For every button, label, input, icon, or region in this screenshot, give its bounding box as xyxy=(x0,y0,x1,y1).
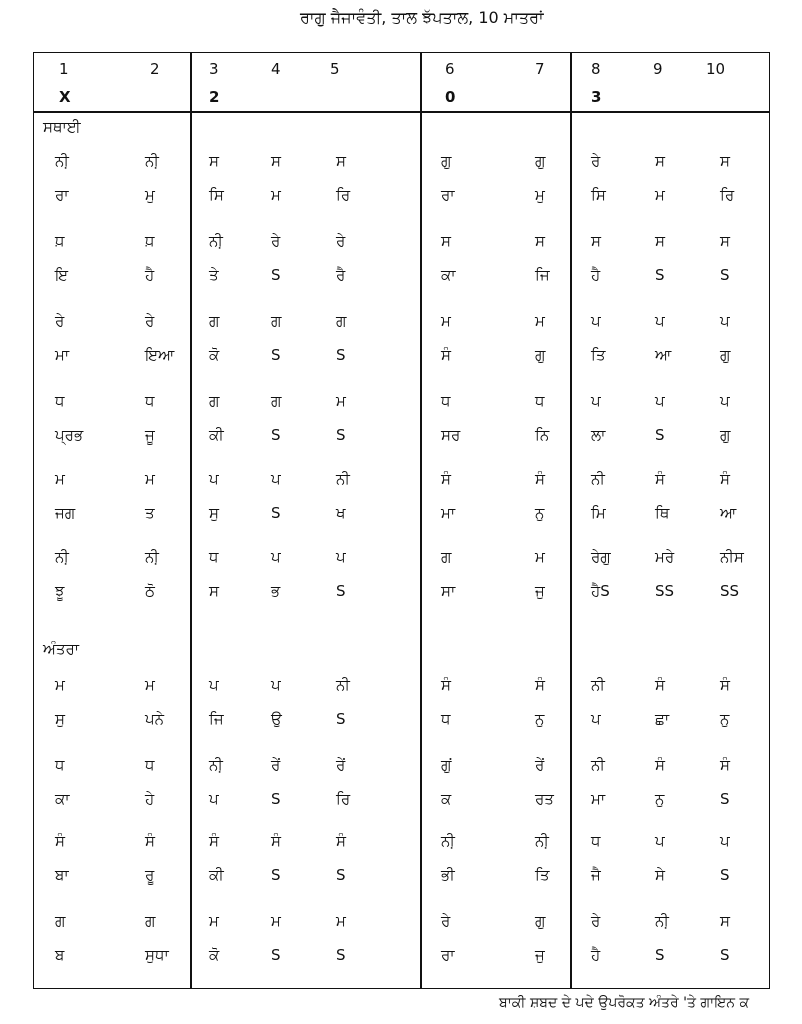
note-cell: ਕਾ xyxy=(441,266,456,284)
note-cell: ਪ xyxy=(209,676,219,694)
note-cell: ਮ xyxy=(535,548,545,566)
note-cell: ਕੀ xyxy=(209,426,224,444)
note-cell: S xyxy=(271,426,281,444)
beat-number: 1 xyxy=(59,60,69,78)
note-cell: S xyxy=(271,866,281,884)
note-cell: ਸ xyxy=(441,232,451,250)
note-cell: ਮ xyxy=(441,312,451,330)
note-cell: ਸੰ xyxy=(655,470,665,488)
note-cell: ਪ xyxy=(271,676,281,694)
note-cell: ਧ਼ xyxy=(55,232,65,250)
note-cell: S xyxy=(720,946,730,964)
note-cell: ਨੁ xyxy=(655,790,665,808)
note-cell: S xyxy=(720,790,730,808)
divider-after-0 xyxy=(570,52,572,989)
note-cell: ਮ xyxy=(55,470,65,488)
note-cell: ਸੰ xyxy=(655,676,665,694)
note-cell: ਪ xyxy=(591,312,601,330)
note-cell: ਰੇਗੁ xyxy=(591,548,611,566)
note-cell: ਸੁ xyxy=(209,504,219,522)
note-cell: ਸੇ xyxy=(655,866,665,884)
note-cell: ਸੰ xyxy=(720,756,730,774)
beat-number: 7 xyxy=(535,60,545,78)
note-cell: ਮ xyxy=(655,186,665,204)
taal-mark: 2 xyxy=(209,88,220,106)
note-cell: ਮ xyxy=(271,186,281,204)
note-cell: ਹੈS xyxy=(591,582,610,600)
note-cell: S xyxy=(336,582,346,600)
note-cell: ਮਾ xyxy=(441,504,456,522)
note-cell: ਆ xyxy=(720,504,737,522)
note-cell: ਜੁ xyxy=(535,582,545,600)
note-cell: S xyxy=(336,710,346,728)
note-cell: ਰਾ xyxy=(441,186,455,204)
note-cell: ਰਾ xyxy=(55,186,69,204)
note-cell: ਤੇ xyxy=(209,266,219,284)
note-cell: ਸ xyxy=(336,152,346,170)
note-cell: ਸੰ xyxy=(145,832,155,850)
beat-number: 2 xyxy=(150,60,160,78)
note-cell: ਨੀ xyxy=(591,756,605,774)
note-cell: ਕੀ xyxy=(209,866,224,884)
note-cell: ਗੁਂ xyxy=(441,756,452,774)
note-cell: S xyxy=(655,266,665,284)
note-cell: ਨੀ̣ xyxy=(145,548,159,566)
note-cell: ਰੇ xyxy=(145,312,155,330)
note-cell: ਪਨੇ xyxy=(145,710,165,728)
note-cell: ਨੀ̣ xyxy=(55,548,69,566)
note-cell: ਤ xyxy=(145,504,155,522)
note-cell: S xyxy=(336,346,346,364)
note-cell: ਸ xyxy=(271,152,281,170)
note-cell: ਸ xyxy=(720,232,730,250)
note-cell: ਧ xyxy=(55,756,65,774)
note-cell: ਬ xyxy=(55,946,65,964)
note-cell: ਜਿ xyxy=(209,710,224,728)
note-cell: ਧ xyxy=(145,392,155,410)
note-cell: ਰਤ xyxy=(535,790,554,808)
note-cell: S xyxy=(271,346,281,364)
note-cell: ਗ xyxy=(55,912,66,930)
note-cell: ਗੁ xyxy=(720,346,731,364)
note-cell: ਮ xyxy=(535,312,545,330)
note-cell: ਰੇ xyxy=(591,912,601,930)
note-cell: S xyxy=(271,504,281,522)
note-cell: ਗ xyxy=(209,312,220,330)
note-cell: ਭ xyxy=(271,582,281,600)
note-cell: ਨੀ xyxy=(336,676,350,694)
note-cell: ਪ xyxy=(209,470,219,488)
note-cell: S xyxy=(720,266,730,284)
note-cell: ਪ xyxy=(591,710,601,728)
note-cell: ਗੁ xyxy=(535,912,546,930)
taal-mark: 3 xyxy=(591,88,602,106)
note-cell: ਮ xyxy=(336,912,346,930)
note-cell: ਰੇ xyxy=(55,312,65,330)
note-cell: ਪ xyxy=(655,832,665,850)
note-cell: ਨੀ xyxy=(336,470,350,488)
note-cell: ਨੀ̣ xyxy=(145,152,159,170)
note-cell: ਨੁ xyxy=(720,710,730,728)
note-cell: ਮੁ xyxy=(145,186,155,204)
note-cell: ਸੰ xyxy=(655,756,665,774)
note-cell: ਸੰ xyxy=(535,470,545,488)
note-cell: ਮਾ xyxy=(591,790,606,808)
note-cell: ਰੂ xyxy=(145,866,155,884)
antra-label: ਅੰਤਰਾ xyxy=(43,640,80,658)
note-cell: ਪ xyxy=(720,312,730,330)
beat-number: 4 xyxy=(271,60,281,78)
note-cell: ਧ xyxy=(209,548,219,566)
note-cell: ਜੁ xyxy=(535,946,545,964)
note-cell: ਕ xyxy=(441,790,452,808)
note-cell: ਬਾ xyxy=(55,866,69,884)
note-cell: ਰੇ xyxy=(591,152,601,170)
note-cell: S xyxy=(655,946,665,964)
divider-after-2 xyxy=(420,52,422,989)
note-cell: ਨੁ xyxy=(535,710,545,728)
note-cell: ਤਿ xyxy=(591,346,606,364)
note-cell: ਪ xyxy=(271,548,281,566)
note-cell: ਸ xyxy=(720,912,730,930)
beat-number: 9 xyxy=(653,60,663,78)
note-cell: ਜੂ xyxy=(145,426,155,444)
note-cell: S xyxy=(336,946,346,964)
note-cell: ਗੁ xyxy=(535,346,546,364)
note-cell: ਨੀ xyxy=(591,676,605,694)
note-cell: ਜਿ xyxy=(535,266,550,284)
sthai-label: ਸਥਾਈ xyxy=(43,118,81,136)
note-cell: ਸ xyxy=(655,152,665,170)
note-cell: ਸ xyxy=(209,152,219,170)
note-cell: ਗੁ xyxy=(720,426,731,444)
note-cell: ਮ xyxy=(55,676,65,694)
note-cell: ਕਾ xyxy=(55,790,70,808)
note-cell: S xyxy=(271,266,281,284)
header-divider xyxy=(33,111,770,113)
note-cell: ਸਿ xyxy=(209,186,224,204)
note-cell: ਪ xyxy=(209,790,219,808)
note-cell: ਨੀ̣ xyxy=(441,832,455,850)
note-cell: ਮ xyxy=(145,676,155,694)
note-cell: ਰਿ xyxy=(720,186,735,204)
note-cell: ਰੈ xyxy=(336,266,346,284)
note-cell: ਸੰ xyxy=(441,346,451,364)
note-cell: ਨੀ̣ xyxy=(209,756,223,774)
note-cell: ਮਾ xyxy=(55,346,70,364)
note-cell: ਉ xyxy=(271,710,282,728)
note-cell: ਧ xyxy=(591,832,601,850)
note-cell: ਰੇ xyxy=(441,912,451,930)
note-cell: ਗ xyxy=(271,392,282,410)
page-title: ਰਾਗੁ ਜੈਜਾਵੰਤੀ, ਤਾਲ ਝੱਪਤਾਲ, 10 ਮਾਤਰਾਂ xyxy=(300,8,544,27)
note-cell: ਜਗ xyxy=(55,504,76,522)
note-cell: ਰੇਂ xyxy=(271,756,281,774)
note-cell: ਸਾ xyxy=(441,582,456,600)
note-cell: ਪ xyxy=(720,392,730,410)
note-cell: ਸ xyxy=(535,232,545,250)
note-cell: ਨੀ̣ xyxy=(209,232,223,250)
note-cell: ਭੀ xyxy=(441,866,455,884)
note-cell: ਕੋ xyxy=(209,346,220,364)
note-cell: ਨਿ xyxy=(535,426,550,444)
note-cell: ਥਿ xyxy=(655,504,670,522)
note-cell: ਪ xyxy=(336,548,346,566)
note-cell: ਸੰ xyxy=(720,470,730,488)
note-cell: ਸੰ xyxy=(209,832,219,850)
note-cell: ਸੁ xyxy=(55,710,65,728)
note-cell: ਸਿ xyxy=(591,186,606,204)
beat-number: 3 xyxy=(209,60,219,78)
note-cell: ਮ xyxy=(145,470,155,488)
note-cell: ਧ xyxy=(441,392,451,410)
note-cell: ਪ xyxy=(591,392,601,410)
note-cell: ਆ xyxy=(655,346,672,364)
taal-mark: 0 xyxy=(445,88,456,106)
note-cell: ਹੇ xyxy=(145,790,155,808)
note-cell: ਸੰ xyxy=(720,676,730,694)
note-cell: ਸੰ xyxy=(441,470,451,488)
note-cell: SS xyxy=(655,582,675,600)
note-cell: ਪ xyxy=(271,470,281,488)
note-cell: ਹੈ xyxy=(591,266,601,284)
note-cell: ਸੰ xyxy=(535,676,545,694)
note-cell: ਗ xyxy=(441,548,452,566)
note-cell: ਮੁ xyxy=(535,186,545,204)
note-cell: ਪ xyxy=(720,832,730,850)
note-cell: ਸਰ xyxy=(441,426,461,444)
note-cell: ਮਿ xyxy=(591,504,606,522)
note-cell: ਸੁਧਾ xyxy=(145,946,169,964)
note-cell: ਪ੍ਰਭ xyxy=(55,426,84,444)
note-cell: ਇਆ xyxy=(145,346,175,364)
note-cell: S xyxy=(655,426,665,444)
note-cell: ਸੰ xyxy=(441,676,451,694)
note-cell: ਰਿ xyxy=(336,186,351,204)
note-cell: ਰੇ xyxy=(271,232,281,250)
note-cell: ਪ xyxy=(655,312,665,330)
note-cell: ਹੈ xyxy=(591,946,601,964)
note-cell: S xyxy=(336,426,346,444)
note-cell: ਨੀ xyxy=(591,470,605,488)
note-cell: ਸੰ xyxy=(55,832,65,850)
note-cell: ਗੁ xyxy=(441,152,452,170)
note-cell: ਮਰੇ xyxy=(655,548,675,566)
note-cell: ਸ xyxy=(209,582,219,600)
note-cell: ਨੀਸ xyxy=(720,548,744,566)
taal-mark: X xyxy=(59,88,71,106)
note-cell: ਧ xyxy=(145,756,155,774)
note-cell: ਜੈ xyxy=(591,866,601,884)
note-cell: ਨੀ̣ xyxy=(655,912,669,930)
note-cell: ਇ xyxy=(55,266,69,284)
note-cell: ਰੇਂ xyxy=(336,756,346,774)
note-cell: ਮ xyxy=(336,392,346,410)
note-cell: ਧ xyxy=(535,392,545,410)
note-cell: ਸੰ xyxy=(336,832,346,850)
note-cell: ਗ xyxy=(145,912,156,930)
note-cell: ਧ਼ xyxy=(145,232,155,250)
note-cell: ਗੁ xyxy=(535,152,546,170)
note-cell: ਰਾ xyxy=(441,946,455,964)
note-cell: S xyxy=(271,790,281,808)
note-cell: S xyxy=(720,866,730,884)
note-cell: ਰੇ xyxy=(336,232,346,250)
note-cell: ਧ xyxy=(55,392,65,410)
note-cell: S xyxy=(336,866,346,884)
note-cell: ਕੋ xyxy=(209,946,220,964)
note-cell: ਤਿ xyxy=(535,866,550,884)
note-cell: ਹੈ xyxy=(145,266,155,284)
note-cell: ਨੁ xyxy=(535,504,545,522)
note-cell: ਸ xyxy=(720,152,730,170)
note-cell: ਖ xyxy=(336,504,346,522)
note-cell: ਛਾ xyxy=(655,710,670,728)
note-cell: ਸ xyxy=(591,232,601,250)
note-cell: ਗ xyxy=(271,312,282,330)
note-cell: ਠੋ xyxy=(145,582,155,600)
note-cell: ਝੂ xyxy=(55,582,65,600)
divider-after-x xyxy=(190,52,192,989)
note-cell: ਰੇਂ xyxy=(535,756,545,774)
note-cell: ਲਾ xyxy=(591,426,606,444)
note-cell: ਨੀ̣ xyxy=(535,832,549,850)
note-cell: ਸੰ xyxy=(271,832,281,850)
note-cell: ਗ xyxy=(209,392,220,410)
note-cell: ਮ xyxy=(209,912,219,930)
beat-number: 8 xyxy=(591,60,601,78)
beat-number: 10 xyxy=(706,60,726,78)
note-cell: ਗ xyxy=(336,312,347,330)
note-cell: ਮ xyxy=(271,912,281,930)
beat-number: 5 xyxy=(330,60,340,78)
note-cell: S xyxy=(271,946,281,964)
note-cell: ਧ xyxy=(441,710,451,728)
beat-number: 6 xyxy=(445,60,455,78)
note-cell: ਪ xyxy=(655,392,665,410)
footer-note: ਬਾਕੀ ਸ਼ਬਦ ਦੇ ਪਦੇ ਉਪਰੋਕਤ ਅੰਤਰੇ 'ਤੇ ਗਾਇਨ ਕ xyxy=(499,995,750,1011)
note-cell: ਸ xyxy=(655,232,665,250)
note-cell: ਰਿ xyxy=(336,790,351,808)
note-cell: ਨੀ̣ xyxy=(55,152,69,170)
note-cell: SS xyxy=(720,582,740,600)
